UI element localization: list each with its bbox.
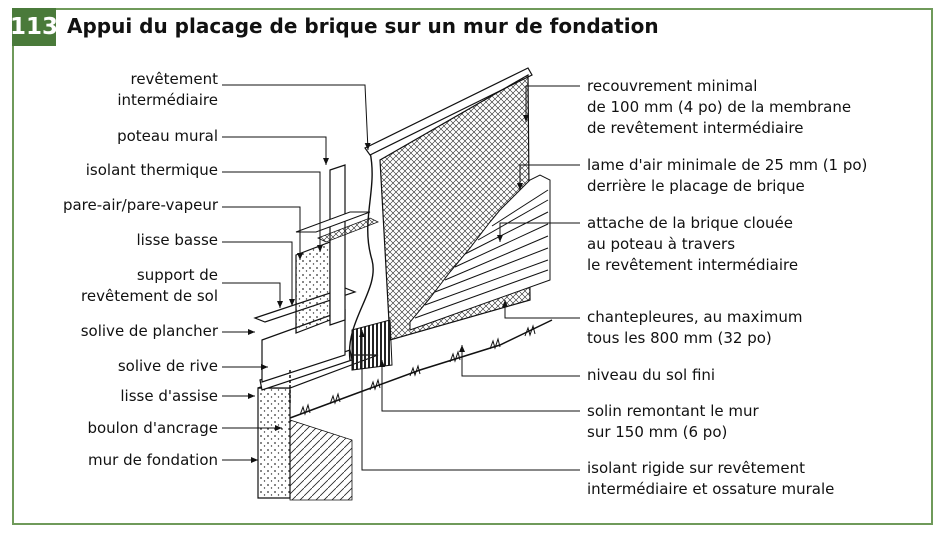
flashing (352, 320, 392, 370)
label-anchor-bolt: boulon d'ancrage (87, 419, 218, 437)
figure-title: Appui du placage de brique sur un mur de fondation (67, 14, 659, 38)
label-brick-tie: attache de la brique clouée au poteau à travers le revêtement intermédiaire (587, 214, 799, 274)
label-subfloor: support de revêtement de sol (81, 266, 218, 305)
left-leaders (222, 85, 368, 460)
stud-wall (296, 165, 378, 333)
label-rim-joist: solive de rive (117, 357, 218, 375)
label-thermal-insulation: isolant thermique (85, 161, 218, 179)
figure-number-badge: 113 (12, 8, 56, 46)
label-air-space: lame d'air minimale de 25 mm (1 po) derrière le placage de brique (587, 156, 868, 195)
label-sheathing: revêtement intermédiaire (117, 70, 218, 109)
label-membrane-overlap: recouvrement minimal de 100 mm (4 po) de la membrane de revêtement intermédiaire (587, 77, 852, 137)
label-flashing: solin remontant le mur sur 150 mm (6 po) (587, 402, 759, 441)
label-air-vapour-barrier: pare-air/pare-vapeur (62, 196, 218, 214)
label-bottom-plate: lisse basse (136, 231, 218, 249)
label-floor-joist: solive de plancher (80, 322, 218, 340)
label-wall-stud: poteau mural (117, 127, 218, 145)
label-foundation-wall: mur de fondation (88, 451, 218, 469)
label-sill-plate: lisse d'assise (120, 387, 218, 405)
label-rigid-insulation: isolant rigide sur revêtement intermédiaire et ossature murale (587, 459, 835, 498)
label-weep-holes: chantepleures, au maximum tous les 800 mm (32 po) (587, 308, 803, 347)
label-finished-grade: niveau du sol fini (587, 366, 716, 384)
